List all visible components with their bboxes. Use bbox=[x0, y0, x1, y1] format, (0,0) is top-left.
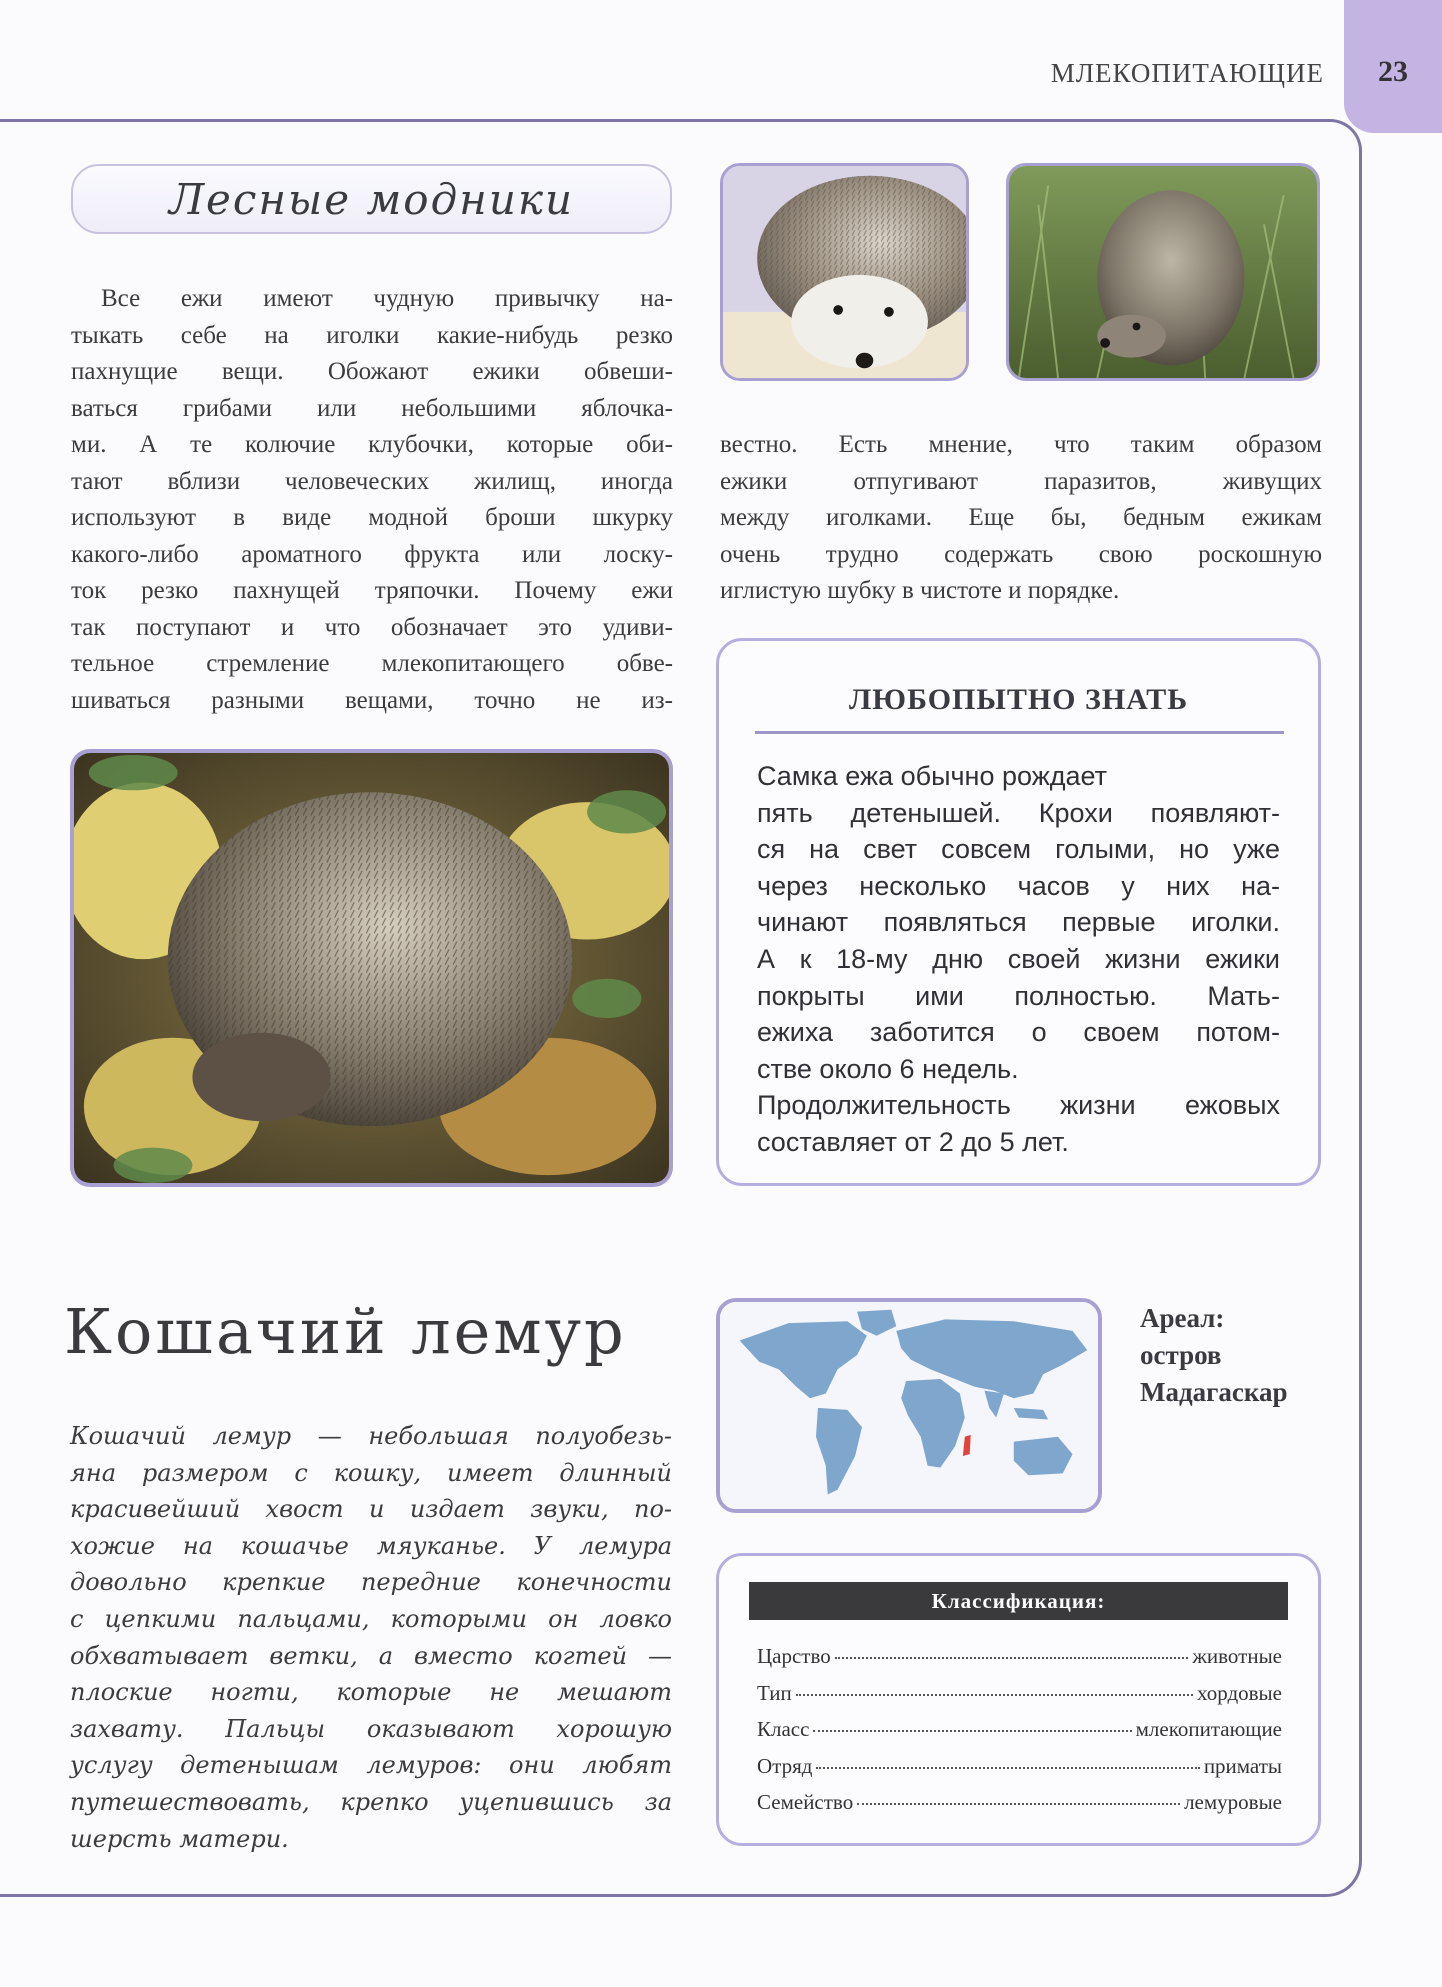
lemur-description bbox=[70, 1418, 672, 1857]
classification-value: хордовые bbox=[1197, 1680, 1282, 1705]
lemur-title: Кошачий лемур bbox=[64, 1295, 627, 1368]
fact-box-title: ЛЮБОПЫТНО ЗНАТЬ bbox=[848, 683, 1189, 716]
hedgehog-photo-large bbox=[70, 749, 673, 1187]
fact-box-divider bbox=[755, 731, 1284, 734]
fact-line: покрыты ими полностью. Мать- bbox=[757, 980, 1280, 1011]
text-line: Кошачий лемур — небольшая полуобезь- bbox=[70, 1422, 672, 1450]
classification-value: лемуровые bbox=[1184, 1790, 1282, 1814]
range-map bbox=[716, 1298, 1102, 1513]
dot-leader bbox=[835, 1657, 1189, 1659]
classification-key: Семейство bbox=[757, 1790, 854, 1814]
text-line: хожие на кошачье мяуканье. У лемура bbox=[70, 1531, 672, 1560]
fact-line: стве около 6 недель. bbox=[757, 1053, 1019, 1084]
range-line-2: Мадагаскар bbox=[1140, 1377, 1288, 1407]
text-line: вестно. Есть мнение, что таким образом bbox=[720, 431, 1322, 458]
text-line: шиваться разными вещами, точно не из- bbox=[71, 686, 673, 714]
text-line: Все ежи имеют чудную привычку на- bbox=[101, 285, 673, 312]
text-line: какого-либо ароматного фрукта или лоску- bbox=[71, 540, 673, 568]
classification-value: животные bbox=[1192, 1644, 1282, 1668]
hedgehog-heading: Лесные модники bbox=[168, 174, 575, 224]
text-line: ток резко пахнущей тряпочки. Почему ежи bbox=[71, 577, 673, 604]
text-line: тыкать себе на иголки какие-нибудь резко bbox=[71, 321, 673, 349]
fact-line: ся на свет совсем голыми, но уже bbox=[757, 834, 1280, 865]
classification-row bbox=[757, 1681, 1282, 1718]
classification-title: Классификация: bbox=[749, 1582, 1288, 1620]
classification-key: Отряд bbox=[757, 1753, 813, 1778]
text-line: пахнущие вещи. Обожают ежики обвеши- bbox=[71, 358, 673, 385]
text-line: захвату. Пальцы оказывают хорошую bbox=[70, 1714, 672, 1743]
text-line: между иголками. Еще бы, бедным ежикам bbox=[720, 504, 1322, 531]
fact-line: Продолжительность жизни ежовых bbox=[757, 1090, 1280, 1121]
text-line: красивейший хвост и издает звуки, по- bbox=[70, 1495, 672, 1524]
fact-line: составляет от 2 до 5 лет. bbox=[757, 1126, 1069, 1157]
text-line: довольно крепкие передние конечности bbox=[70, 1568, 672, 1597]
text-line: так поступают и что обозначает это удиви- bbox=[71, 613, 673, 641]
hedgehog-text-right bbox=[720, 427, 1322, 610]
text-line: ежики отпугивают паразитов, живущих bbox=[720, 467, 1322, 495]
text-line: тают вблизи человеческих жилищ, иногда bbox=[71, 467, 673, 495]
classification-row bbox=[757, 1717, 1282, 1754]
classification-rows bbox=[757, 1644, 1282, 1827]
text-line: иглистую шубку в чистоте и порядке. bbox=[720, 577, 1120, 604]
text-line: услугу детенышам лемуров: они любят bbox=[70, 1751, 672, 1780]
hedgehog-photo-1 bbox=[720, 163, 969, 381]
dot-leader bbox=[813, 1730, 1131, 1732]
fact-line: Самка ежа обычно рождает bbox=[757, 761, 1108, 791]
fact-line: чинают появляться первые иголки. bbox=[757, 907, 1280, 938]
fact-box-text bbox=[757, 758, 1280, 1161]
fact-line: ежиха заботится о своем потом- bbox=[757, 1017, 1280, 1048]
range-line-1: остров bbox=[1140, 1340, 1222, 1370]
text-line: ми. А те колючие клубочки, которые оби- bbox=[71, 431, 673, 458]
fact-line: через несколько часов у них на- bbox=[757, 870, 1280, 901]
text-line: шерсть матери. bbox=[70, 1824, 289, 1853]
fact-line: А к 18-му дню своей жизни ежики bbox=[757, 943, 1280, 974]
text-line: путешествовать, крепко уцепившись за bbox=[70, 1787, 672, 1816]
text-line: плоские ногти, которые не мешают bbox=[70, 1678, 672, 1707]
classification-value: приматы bbox=[1203, 1753, 1282, 1778]
text-line: тельное стремление млекопитающего обве- bbox=[71, 650, 673, 677]
page-number: 23 bbox=[1378, 55, 1408, 88]
text-line: используют в виде модной броши шкурку bbox=[71, 504, 673, 531]
classification-value: млекопитающие bbox=[1135, 1717, 1282, 1741]
classification-row bbox=[757, 1644, 1282, 1681]
classification-box bbox=[716, 1553, 1321, 1846]
fact-box bbox=[716, 638, 1321, 1186]
text-line: обхватывает ветки, а вместо когтей — bbox=[70, 1641, 672, 1670]
fact-line: пять детенышей. Крохи появляют- bbox=[757, 797, 1280, 828]
hedgehog-photo-2 bbox=[1006, 163, 1320, 381]
range-caption bbox=[1140, 1300, 1288, 1411]
classification-key: Тип bbox=[757, 1680, 792, 1705]
dot-leader bbox=[857, 1803, 1180, 1805]
classification-row bbox=[757, 1790, 1282, 1827]
hedgehog-text-left bbox=[71, 281, 673, 719]
text-line: с цепкими пальцами, которыми он ловко bbox=[70, 1604, 672, 1633]
dot-leader bbox=[816, 1767, 1199, 1769]
text-line: ваться грибами или небольшими яблочка- bbox=[71, 394, 673, 422]
section-header: МЛЕКОПИТАЮЩИЕ bbox=[1050, 58, 1324, 88]
dot-leader bbox=[796, 1694, 1193, 1696]
text-line: яна размером с кошку, имеет длинный bbox=[70, 1458, 672, 1487]
range-label: Ареал: bbox=[1140, 1303, 1225, 1333]
classification-row bbox=[757, 1754, 1282, 1791]
classification-key: Класс bbox=[757, 1717, 810, 1741]
hedgehog-heading-pill bbox=[71, 164, 672, 234]
classification-key: Царство bbox=[757, 1644, 831, 1668]
text-line: очень трудно содержать свою роскошную bbox=[720, 540, 1322, 568]
